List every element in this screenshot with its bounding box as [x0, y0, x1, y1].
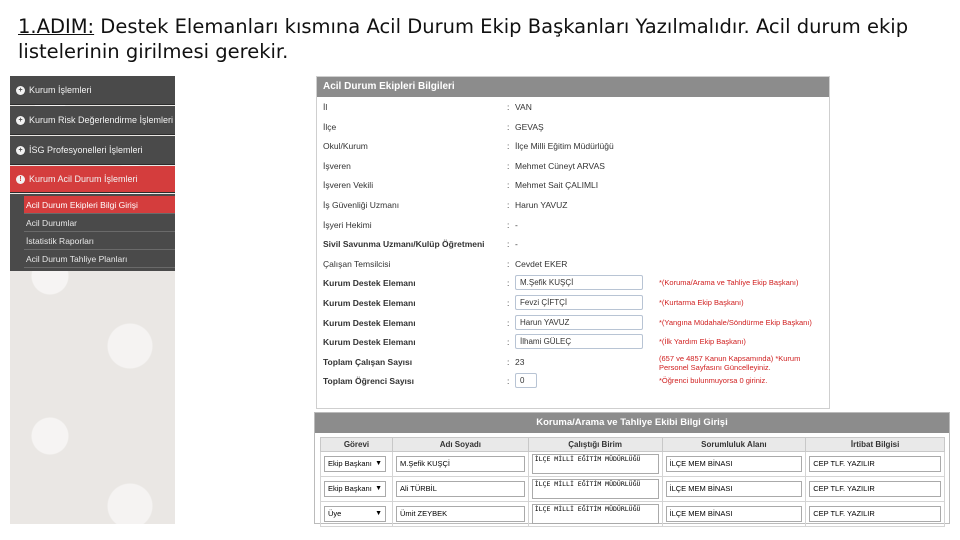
table-row: [321, 452, 945, 477]
form-row-toplam-calisan: [317, 352, 829, 372]
form-row-is-guvenligi-uzmani: [317, 195, 829, 215]
expand-icon: +: [16, 116, 25, 125]
field-note: (657 ve 4857 Kanun Kapsamında) *Kurum Personel Sayfasını Güncelleyiniz.: [659, 353, 801, 372]
form-panel: [316, 76, 830, 409]
field-value: İlçe Milli Eğitim Müdürlüğü: [515, 141, 614, 152]
field-label: Kurum Destek Elemanı: [323, 317, 416, 328]
dropdown-arrow-icon: ▼: [375, 460, 382, 467]
colon: :: [507, 219, 510, 230]
column-header: İrtibat Bilgisi: [806, 438, 945, 452]
field-note: *(İlk Yardım Ekip Başkanı): [659, 337, 746, 347]
column-header: Adı Soyadı: [392, 438, 528, 452]
slide-title: [18, 14, 948, 64]
colon: :: [507, 317, 510, 328]
sidebar-item-kurum-islemleri[interactable]: [10, 76, 175, 105]
field-label: İl: [323, 102, 328, 112]
field-label: Toplam Öğrenci Sayısı: [323, 376, 415, 387]
sidebar-subitem-ekip-bilgi-girisi[interactable]: Acil Durum Ekipleri Bilgi Girişi: [24, 196, 175, 214]
field-label: Çalışan Temsilcisi: [323, 258, 391, 269]
field-label: Kurum Destek Elemanı: [323, 278, 416, 289]
form-row-isveren-vekili: [317, 175, 829, 195]
colon: :: [507, 297, 510, 308]
form-row-toplam-ogrenci: [317, 371, 829, 391]
field-note: *(Koruma/Arama ve Tahliye Ekip Başkanı): [659, 278, 799, 288]
birim-textarea[interactable]: İLÇE MİLLİ EĞİTİM MÜDÜRLÜĞÜ: [532, 454, 659, 474]
colon: :: [507, 199, 510, 210]
field-label: Okul/Kurum: [323, 141, 368, 152]
destek-elemani-input[interactable]: İlhami GÜLEÇ: [515, 334, 643, 349]
field-value: VAN: [515, 102, 532, 112]
sidebar-item-acil-durum[interactable]: [10, 166, 175, 193]
sorumluluk-input[interactable]: İLÇE MEM BİNASI: [666, 456, 803, 472]
table-row: [321, 502, 945, 527]
field-label: Toplam Çalışan Sayısı: [323, 356, 413, 367]
form-row-destek-elemani: [317, 313, 829, 333]
select-value: Ekip Başkanı: [328, 484, 372, 493]
slide-title-step: 1.ADIM:: [18, 15, 95, 38]
sidebar-item-label: İSG Profesyonelleri İşlemleri: [29, 145, 143, 155]
column-header: Görevi: [321, 438, 393, 452]
field-note: *Öğrenci bulunmuyorsa 0 giriniz.: [659, 376, 768, 386]
ad-soyad-input[interactable]: M.Şefik KUŞÇİ: [396, 456, 525, 472]
field-label: Kurum Destek Elemanı: [323, 337, 416, 348]
field-label: İşveren: [323, 160, 351, 171]
colon: :: [507, 121, 510, 132]
form-row-isyeri-hekimi: [317, 215, 829, 235]
gorev-select[interactable]: [324, 481, 386, 497]
gorev-select[interactable]: [324, 506, 386, 522]
team-grid-header: Koruma/Arama ve Tahliye Ekibi Bilgi Girişi: [315, 413, 949, 433]
field-label: İlçe: [323, 121, 337, 132]
select-value: Üye: [328, 509, 342, 518]
team-table: [320, 437, 945, 527]
form-row-destek-elemani: [317, 332, 829, 352]
table-header-row: [321, 438, 945, 452]
sorumluluk-input[interactable]: İLÇE MEM BİNASI: [666, 481, 803, 497]
sorumluluk-input[interactable]: İLÇE MEM BİNASI: [666, 506, 803, 522]
form-row-destek-elemani: [317, 293, 829, 313]
field-value: Mehmet Sait ÇALIMLI: [515, 180, 599, 191]
form-row-sivil-savunma: [317, 234, 829, 254]
gorev-select[interactable]: [324, 456, 386, 472]
destek-elemani-input[interactable]: Harun YAVUZ: [515, 315, 643, 330]
form-row-destek-elemani: [317, 273, 829, 293]
field-label: Sivil Savunma Uzmanı/Kulüp Öğretmeni: [323, 239, 485, 250]
alert-icon: !: [16, 175, 25, 184]
field-value: Mehmet Cüneyt ARVAS: [515, 160, 605, 171]
dropdown-arrow-icon: ▼: [375, 510, 382, 517]
colon: :: [507, 376, 510, 387]
sidebar-item-label: Kurum Acil Durum İşlemleri: [29, 174, 138, 184]
colon: :: [507, 180, 510, 191]
form-row-isveren: [317, 156, 829, 176]
sidebar-item-label: Kurum İşlemleri: [29, 85, 92, 95]
destek-elemani-input[interactable]: M.Şefik KUŞÇİ: [515, 275, 643, 290]
colon: :: [507, 258, 510, 269]
colon: :: [507, 141, 510, 152]
sidebar-subitem-tahliye-planlari[interactable]: Acil Durum Tahliye Planları: [24, 250, 175, 268]
colon: :: [507, 160, 510, 171]
form-panel-header: Acil Durum Ekipleri Bilgileri: [317, 77, 829, 97]
field-label: Kurum Destek Elemanı: [323, 297, 416, 308]
sidebar-submenu: [10, 194, 175, 271]
sidebar-item-isg-profesyonelleri[interactable]: [10, 136, 175, 165]
ad-soyad-input[interactable]: Ümit ZEYBEK: [396, 506, 525, 522]
column-header: Sorumluluk Alanı: [662, 438, 806, 452]
field-value: -: [515, 239, 518, 250]
table-row: [321, 477, 945, 502]
field-note: *(Kurtarma Ekip Başkanı): [659, 297, 744, 307]
field-value: Cevdet EKER: [515, 258, 568, 269]
sidebar-subitem-istatistik-raporlari[interactable]: İstatistik Raporları: [24, 232, 175, 250]
ad-soyad-input[interactable]: Ali TÜRBİL: [396, 481, 525, 497]
sidebar-item-label: Kurum Risk Değerlendirme İşlemleri: [29, 115, 174, 125]
slide-title-text: Destek Elemanları kısmına Acil Durum Ekip Başkanları Yazılmalıdır. Acil durum ekip listelerinin girilmesi gerekir.: [18, 15, 909, 63]
expand-icon: +: [16, 86, 25, 95]
field-label: İşveren Vekili: [323, 180, 374, 191]
colon: :: [507, 239, 510, 250]
expand-icon: +: [16, 146, 25, 155]
field-value: -: [515, 219, 518, 230]
form-row-il: [317, 97, 829, 117]
colon: :: [507, 278, 510, 289]
field-label: İş Güvenliği Uzmanı: [323, 199, 400, 210]
destek-elemani-input[interactable]: Fevzi ÇİFTÇİ: [515, 295, 643, 310]
form-row-ilce: [317, 117, 829, 137]
sidebar-subitem-acil-durumlar[interactable]: Acil Durumlar: [24, 214, 175, 232]
dropdown-arrow-icon: ▼: [375, 485, 382, 492]
toplam-ogrenci-input[interactable]: 0: [515, 373, 537, 388]
colon: :: [507, 102, 510, 112]
irtibat-input[interactable]: CEP TLF. YAZILIR: [809, 506, 941, 522]
field-value: Harun YAVUZ: [515, 199, 568, 210]
colon: :: [507, 356, 510, 367]
form-row-okul-kurum: [317, 136, 829, 156]
form-row-calisan-temsilcisi: [317, 254, 829, 274]
irtibat-input[interactable]: CEP TLF. YAZILIR: [809, 456, 941, 472]
select-value: Ekip Başkanı: [328, 459, 372, 468]
birim-textarea[interactable]: İLÇE MİLLİ EĞİTİM MÜDÜRLÜĞÜ: [532, 504, 659, 524]
irtibat-input[interactable]: CEP TLF. YAZILIR: [809, 481, 941, 497]
field-value: GEVAŞ: [515, 121, 544, 132]
field-value: 23: [515, 356, 525, 367]
sidebar: [10, 76, 175, 271]
birim-textarea[interactable]: İLÇE MİLLİ EĞİTİM MÜDÜRLÜĞÜ: [532, 479, 659, 499]
sidebar-item-risk-degerlendirme[interactable]: [10, 106, 175, 135]
field-label: İşyeri Hekimi: [323, 219, 372, 230]
column-header: Çalıştığı Birim: [528, 438, 662, 452]
team-grid-panel: [314, 412, 950, 524]
field-note: *(Yangına Müdahale/Söndürme Ekip Başkanı): [659, 317, 812, 327]
colon: :: [507, 337, 510, 348]
